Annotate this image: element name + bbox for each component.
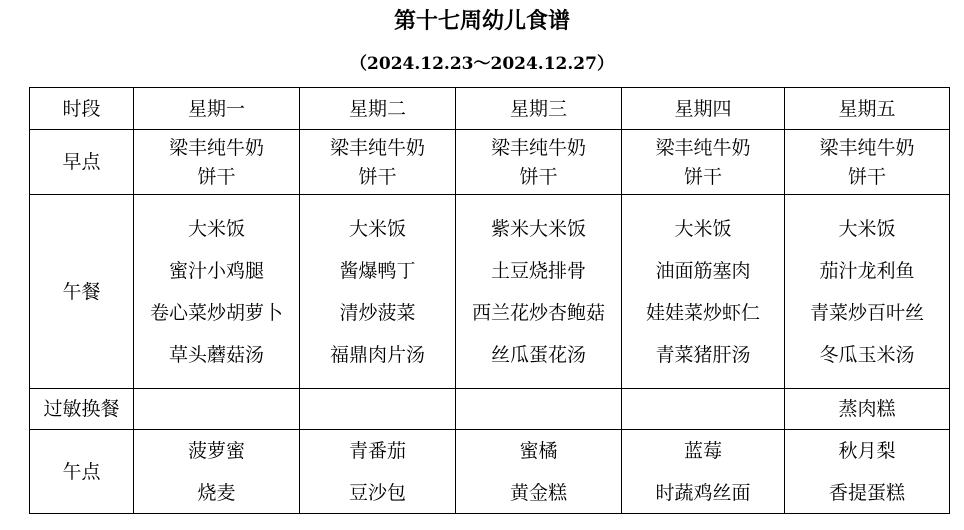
menu-item: 草头蘑菇汤 <box>168 343 264 366</box>
menu-item: 大米饭 <box>838 217 896 240</box>
breakfast-cell-thu <box>622 130 785 195</box>
menu-item: 时蔬鸡丝面 <box>655 481 751 504</box>
snack-cell-fri <box>785 430 950 514</box>
breakfast-row <box>30 130 950 195</box>
lunch-cell-mon <box>134 195 300 389</box>
menu-item: 烧麦 <box>197 481 236 504</box>
day-header-fri: 星期五 <box>785 88 950 130</box>
row-label-snack: 午点 <box>30 430 134 514</box>
menu-item: 大米饭 <box>674 217 732 240</box>
menu-item: 香提蛋糕 <box>828 481 905 504</box>
snack-cell-mon <box>134 430 300 514</box>
header-row <box>30 88 950 130</box>
lunch-row <box>30 195 950 389</box>
row-label-breakfast: 早点 <box>30 130 134 195</box>
page-title: 第十七周幼儿食谱 <box>393 8 570 34</box>
menu-item: 饼干 <box>683 165 722 188</box>
menu-item: 福鼎肉片汤 <box>329 343 425 366</box>
allergy-cell-tue <box>300 389 456 430</box>
menu-item: 蓝莓 <box>683 439 722 462</box>
menu-item: 娃娃菜炒虾仁 <box>645 301 760 324</box>
menu-item: 秋月梨 <box>838 439 896 462</box>
menu-item: 蜜橘 <box>519 439 558 462</box>
lunch-cell-wed <box>456 195 622 389</box>
lunch-cell-thu <box>622 195 785 389</box>
menu-item: 西兰花炒杏鲍菇 <box>471 301 605 324</box>
menu-item: 大米饭 <box>187 217 245 240</box>
menu-item: 青菜猪肝汤 <box>655 343 751 366</box>
menu-item: 饼干 <box>519 165 558 188</box>
snack-row <box>30 430 950 514</box>
allergy-cell-thu <box>622 389 785 430</box>
menu-item: 梁丰纯牛奶 <box>329 136 425 159</box>
allergy-cell-mon <box>134 389 300 430</box>
allergy-cell-wed <box>456 389 622 430</box>
date-range: （2024.12.23～2024.12.27） <box>350 54 614 74</box>
day-header-mon: 星期一 <box>134 88 300 130</box>
menu-item: 大米饭 <box>348 217 406 240</box>
snack-cell-wed <box>456 430 622 514</box>
menu-item: 黄金糕 <box>509 481 567 504</box>
menu-item: 饼干 <box>197 165 236 188</box>
menu-item: 清炒菠菜 <box>339 301 416 324</box>
allergy-row <box>30 389 950 430</box>
lunch-cell-tue <box>300 195 456 389</box>
menu-item: 茄汁龙利鱼 <box>819 259 915 282</box>
menu-item: 卷心菜炒胡萝卜 <box>149 301 283 324</box>
day-header-tue: 星期二 <box>300 88 456 130</box>
menu-item: 梁丰纯牛奶 <box>655 136 751 159</box>
menu-item: 梁丰纯牛奶 <box>490 136 586 159</box>
menu-item: 梁丰纯牛奶 <box>168 136 264 159</box>
menu-item: 饼干 <box>358 165 397 188</box>
menu-item: 紫米大米饭 <box>490 217 586 240</box>
allergy-cell-fri: 蒸肉糕 <box>785 389 950 430</box>
breakfast-cell-tue <box>300 130 456 195</box>
lunch-cell-fri <box>785 195 950 389</box>
menu-item: 酱爆鸭丁 <box>339 259 416 282</box>
menu-item: 土豆烧排骨 <box>490 259 586 282</box>
day-header-thu: 星期四 <box>622 88 785 130</box>
snack-cell-thu <box>622 430 785 514</box>
menu-item: 丝瓜蛋花汤 <box>490 343 586 366</box>
menu-item: 冬瓜玉米汤 <box>819 343 915 366</box>
period-header: 时段 <box>30 88 134 130</box>
menu-table <box>29 87 950 514</box>
menu-item: 梁丰纯牛奶 <box>819 136 915 159</box>
breakfast-cell-wed <box>456 130 622 195</box>
menu-item: 豆沙包 <box>348 481 406 504</box>
breakfast-cell-mon <box>134 130 300 195</box>
day-header-wed: 星期三 <box>456 88 622 130</box>
menu-item: 青菜炒百叶丝 <box>809 301 924 324</box>
row-label-allergy: 过敏换餐 <box>30 389 134 430</box>
menu-item: 蜜汁小鸡腿 <box>168 259 264 282</box>
row-label-lunch: 午餐 <box>30 195 134 389</box>
menu-item: 青番茄 <box>348 439 406 462</box>
breakfast-cell-fri <box>785 130 950 195</box>
snack-cell-tue <box>300 430 456 514</box>
menu-item: 饼干 <box>847 165 886 188</box>
menu-item: 油面筋塞肉 <box>655 259 751 282</box>
menu-item: 菠萝蜜 <box>187 439 245 462</box>
